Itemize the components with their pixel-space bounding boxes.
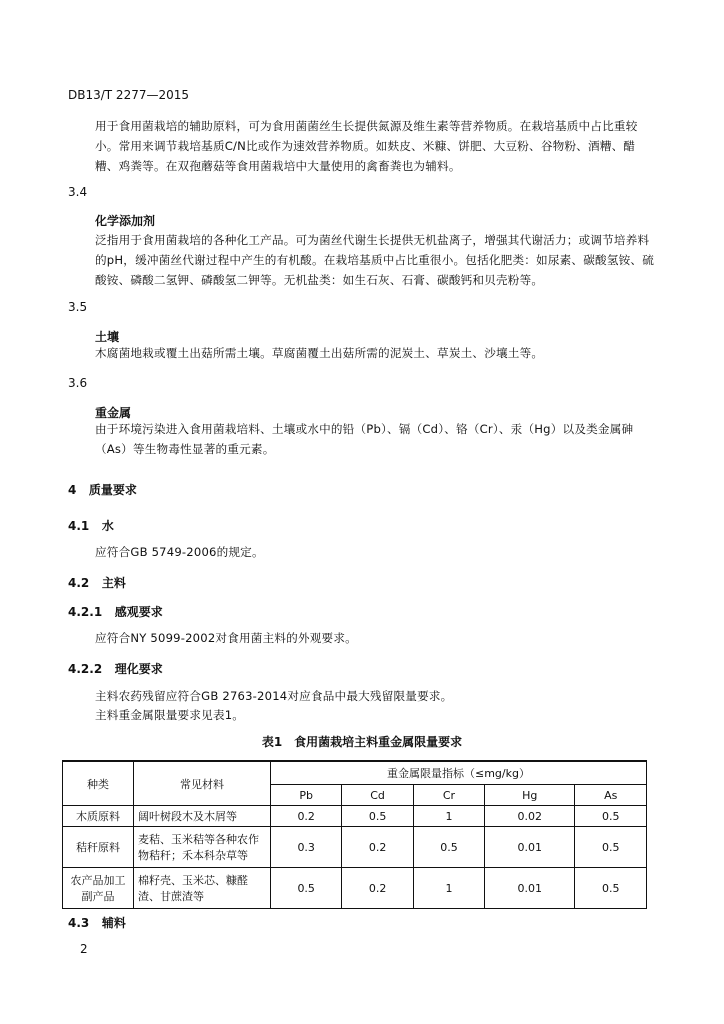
section-4-heading — [68, 481, 137, 498]
row-material: 棉籽壳、玉米芯、糠醛渣、甘蔗渣等 — [134, 868, 271, 909]
section-4-2-title: 主料 — [101, 576, 126, 590]
standard-code-header: DB13/T 2277—2015 — [68, 88, 190, 102]
header-element: Cd — [342, 785, 413, 806]
row-value: 1 — [413, 868, 484, 909]
section-3-4-number: 3.4 — [68, 185, 88, 199]
section-4-2-1-number: 4.2.1 — [68, 605, 103, 619]
section-3-5-text: 木腐菌地栽或覆土出菇所需土壤。草腐菌覆土出菇所需的泥炭土、草炭土、沙壤土等。 — [95, 346, 544, 360]
row-value: 0.01 — [485, 827, 575, 868]
row-value: 0.2 — [271, 806, 342, 827]
table-row — [63, 806, 647, 827]
row-kind: 木质原料 — [63, 806, 134, 827]
section-3-6-text: 由于环境污染进入食用菌栽培料、土壤或水中的铅（Pb）、镉（Cd）、铬（Cr）、汞（Hg）以及类金属砷（As）等生物毒性显著的重元素。 — [95, 422, 634, 456]
section-4-1-title: 水 — [101, 519, 114, 533]
section-4-2-heading — [68, 574, 126, 591]
header-element: Cr — [413, 785, 484, 806]
row-value: 0.5 — [575, 827, 647, 868]
table-row — [63, 868, 647, 909]
row-value: 0.5 — [271, 868, 342, 909]
table-caption: 表1 食用菌栽培主料重金属限量要求 — [261, 735, 463, 749]
auxiliary-definition: 用于食用菌栽培的辅助原料，可为食用菌菌丝生长提供氮源及维生素等营养物质。在栽培基质中占比重较小。常用来调节栽培基质C/N比或作为速效营养物质。如麸皮、米糠、饼肥、大豆粉、谷物粉、酒糟、醋糟、鸡粪等。在双孢蘑菇等食用菌栽培中大量使用的禽畜粪也为辅料。 — [95, 119, 638, 173]
section-4-2-number: 4.2 — [68, 576, 90, 590]
section-3-6-number: 3.6 — [68, 376, 88, 390]
section-4-3-title: 辅料 — [101, 916, 126, 930]
section-4-2-2-title: 理化要求 — [114, 662, 163, 676]
section-3-4-text: 泛指用于食用菌栽培的各种化工产品。可为菌丝代谢生长提供无机盐离子，增强其代谢活力；或调节培养料的pH，缓冲菌丝代谢过程中产生的有机酸。在栽培基质中占比重很小。包括化肥类：如尿素、碳酸氢铵、硫酸铵、磷酸二氢钾、磷酸氢二钾等。无机盐类：如生石灰、石膏、碳酸钙和贝壳粉等。 — [95, 233, 654, 287]
section-4-2-2-number: 4.2.2 — [68, 662, 103, 676]
row-value: 0.5 — [413, 827, 484, 868]
header-element: Pb — [271, 785, 342, 806]
row-value: 0.2 — [342, 827, 413, 868]
section-4-2-1-title: 感观要求 — [114, 605, 163, 619]
row-material: 阔叶树段木及木屑等 — [134, 806, 271, 827]
section-3-6-term: 重金属 — [95, 406, 132, 420]
row-value: 0.5 — [575, 868, 647, 909]
section-3-5-number: 3.5 — [68, 300, 88, 314]
section-4-2-2-text-2: 主料重金属限量要求见表1。 — [95, 708, 245, 722]
row-value: 0.2 — [342, 868, 413, 909]
section-4-1-heading — [68, 517, 114, 534]
row-value: 0.5 — [342, 806, 413, 827]
section-3-4-term: 化学添加剂 — [95, 214, 156, 228]
header-material: 常见材料 — [134, 761, 271, 806]
section-4-2-1-text: 应符合NY 5099-2002对食用菌主料的外观要求。 — [95, 631, 357, 645]
page-number: 2 — [80, 942, 88, 956]
row-value: 0.02 — [485, 806, 575, 827]
row-kind: 秸秆原料 — [63, 827, 134, 868]
section-4-2-2-text-1: 主料农药残留应符合GB 2763-2014对应食品中最大残留限量要求。 — [95, 689, 453, 703]
row-value: 0.3 — [271, 827, 342, 868]
row-material: 麦秸、玉米秸等各种农作物秸秆；禾本科杂草等 — [134, 827, 271, 868]
header-element: Hg — [485, 785, 575, 806]
section-4-3-heading — [68, 914, 126, 931]
section-4-1-text: 应符合GB 5749-2006的规定。 — [95, 545, 264, 559]
section-4-2-2-heading — [68, 660, 163, 677]
row-value: 1 — [413, 806, 484, 827]
row-value: 0.01 — [485, 868, 575, 909]
section-4-number: 4 — [68, 483, 77, 497]
section-3-5-term: 土壤 — [95, 330, 120, 344]
heavy-metal-limit-table — [62, 760, 647, 909]
section-4-1-number: 4.1 — [68, 519, 90, 533]
header-kind: 种类 — [63, 761, 134, 806]
header-limit: 重金属限量指标（≤mg/kg） — [271, 761, 647, 785]
table-row — [63, 827, 647, 868]
section-4-3-number: 4.3 — [68, 916, 90, 930]
row-kind: 农产品加工副产品 — [63, 868, 134, 909]
section-4-title: 质量要求 — [88, 483, 137, 497]
row-value: 0.5 — [575, 806, 647, 827]
section-4-2-1-heading — [68, 603, 163, 620]
header-element: As — [575, 785, 647, 806]
